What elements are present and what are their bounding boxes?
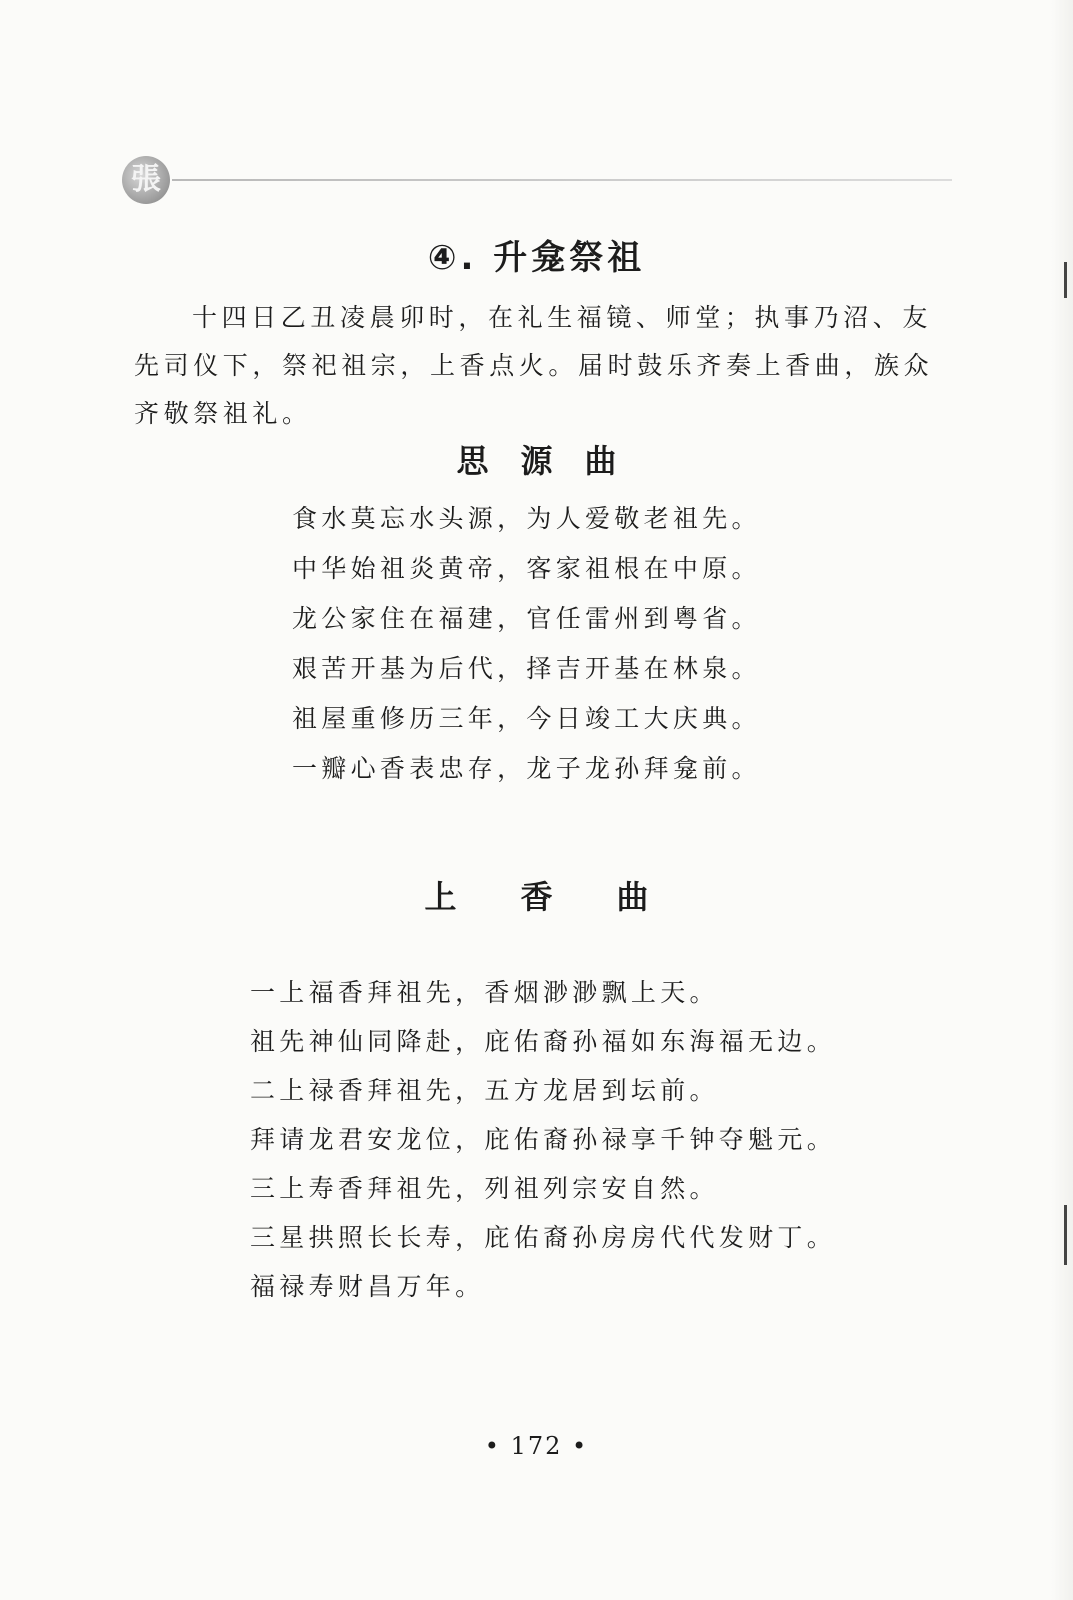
header-rule: [172, 179, 952, 181]
verse-line: 祖先神仙同降赴，庇佑裔孙福如东海福无边。: [250, 1027, 837, 1056]
song-verse-siyuan: [292, 494, 761, 794]
intro-paragraph: 十四日乙丑凌晨卯时，在礼生福镜、师堂；执事乃沼、友先司仪下，祭祀祖宗，上香点火。届时鼓乐齐奏上香曲，族众齐敬祭祖礼。: [134, 303, 934, 428]
verse-line: 龙公家住在福建，官任雷州到粤省。: [292, 604, 761, 633]
section-title: ④. 升龛祭祖: [427, 238, 646, 278]
verse-line: 三上寿香拜祖先，列祖列宗安自然。: [250, 1174, 719, 1203]
verse-line: 拜请龙君安龙位，庇佑裔孙禄享千钟夺魁元。: [250, 1125, 837, 1154]
edge-mark: [1064, 1205, 1067, 1265]
song-verse-shangxiang: [250, 968, 836, 1311]
verse-line: 中华始祖炎黄帝，客家祖根在中原。: [292, 554, 761, 583]
verse-line: 福禄寿财昌万年。: [250, 1272, 485, 1301]
verse-line: 食水莫忘水头源，为人爱敬老祖先。: [292, 504, 761, 533]
page-number: • 172 •: [484, 1432, 589, 1460]
verse-line: 一上福香拜祖先，香烟渺渺飘上天。: [250, 978, 719, 1007]
emblem-char: 張: [131, 162, 161, 197]
verse-line: 一瓣心香表忠存，龙子龙孙拜龛前。: [292, 754, 761, 783]
verse-line: 三星拱照长长寿，庇佑裔孙房房代代发财丁。: [250, 1223, 837, 1252]
verse-line: 二上禄香拜祖先，五方龙居到坛前。: [250, 1076, 719, 1105]
song-title-siyuan: 思 源 曲: [456, 442, 617, 480]
verse-line: 艰苦开基为后代，择吉开基在林泉。: [292, 654, 761, 683]
zhang-emblem-icon: [122, 156, 170, 204]
verse-line: 祖屋重修历三年，今日竣工大庆典。: [292, 704, 761, 733]
song-title-shangxiang: 上 香 曲: [424, 878, 649, 916]
